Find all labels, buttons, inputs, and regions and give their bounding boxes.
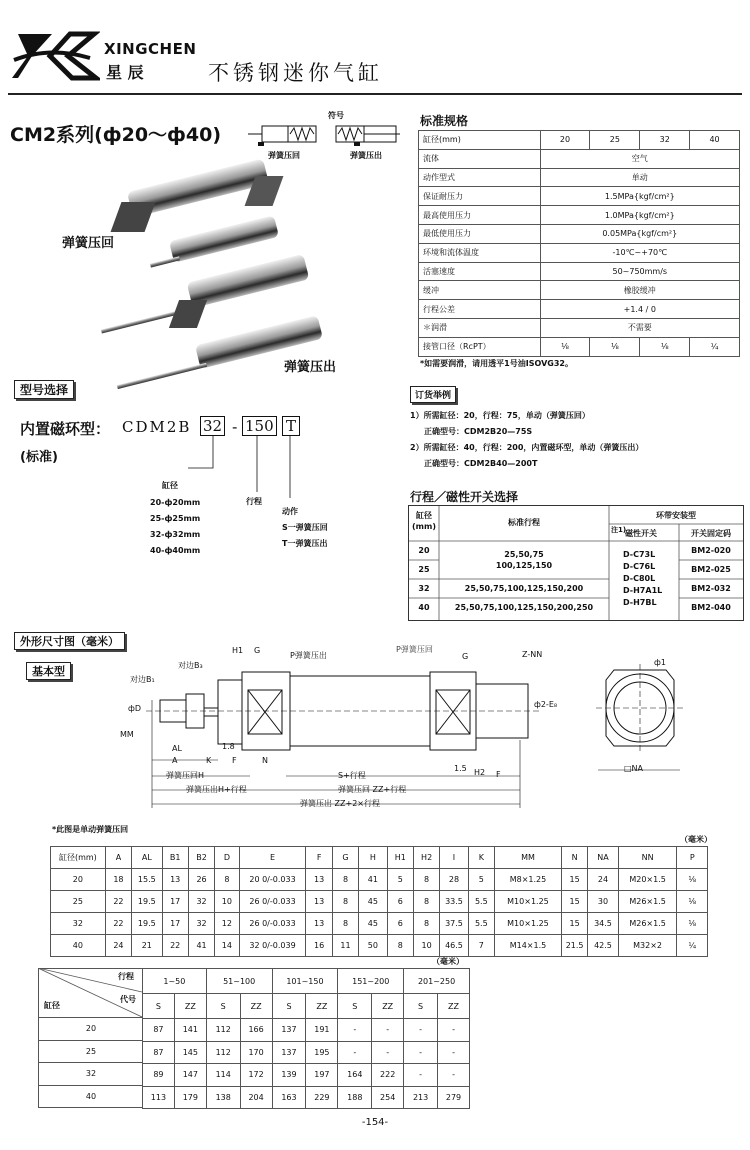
dim-cell: 22 [105, 913, 131, 935]
spec-label: ＊润滑 [419, 318, 541, 337]
dim-cell: 42.5 [588, 935, 618, 957]
stroke-range: 1~50 [143, 969, 207, 994]
spec-value: 1.0MPa{kgf/cm²} [540, 206, 739, 225]
spec-label: 最低使用压力 [419, 224, 541, 243]
dim-cell: 13 [162, 869, 188, 891]
dim-cell: 22 [162, 935, 188, 957]
dim-cell: 21.5 [561, 935, 587, 957]
switch-bore-cell: 25 [418, 565, 430, 574]
dim-cell: 24 [588, 869, 618, 891]
spec-label: 活塞速度 [419, 262, 541, 281]
stroke-cell: - [404, 1041, 438, 1064]
dim-header-cell: D [215, 847, 239, 869]
stroke-cell: 114 [206, 1064, 240, 1087]
stroke-bore-cell: 25 [39, 1040, 143, 1063]
stroke-cell: 197 [306, 1064, 338, 1087]
dim-cell: 41 [188, 935, 214, 957]
dim-cell: 28 [440, 869, 468, 891]
stroke-cell: - [338, 1041, 372, 1064]
dim-cell: 8 [332, 869, 358, 891]
spec-value: 1.5MPa{kgf/cm²} [540, 187, 739, 206]
model-title: 型号选择 [14, 380, 74, 399]
page-number: -154- [361, 1117, 389, 1128]
stroke-cell: 279 [438, 1086, 470, 1109]
spec-label: 接管口径（RcPT） [419, 337, 541, 356]
spec-value: 50~750mm/s [540, 262, 739, 281]
bore-option: 40-ф40mm [150, 546, 201, 555]
spec-label: 缓冲 [419, 281, 541, 300]
order-line-1: 1）所需缸径：20，行程：75，单动（弹簧压回） [410, 411, 590, 420]
bore-option: 25-ф25mm [150, 514, 201, 523]
dim-cell: 26 [188, 869, 214, 891]
stroke-cell: 112 [206, 1041, 240, 1064]
dim-note: *此图是单动弹簧压回 [52, 825, 129, 834]
symbol-label-return: 弹簧压回 [268, 151, 300, 160]
dim-cell: 8 [332, 891, 358, 913]
dim-header-cell: I [440, 847, 468, 869]
stroke-cell: - [372, 1019, 404, 1042]
dim-cell: 8 [413, 891, 439, 913]
dim-row [51, 891, 708, 913]
dim-cell: 19.5 [132, 891, 162, 913]
spec-title: 标准规格 [420, 114, 469, 128]
stroke-cell: 166 [240, 1019, 272, 1042]
spec-label: 最高使用压力 [419, 206, 541, 225]
dim-cell: 13 [306, 913, 332, 935]
order-line-1b: 正确型号：CDM2B20—75S [424, 427, 533, 436]
dim-header-cell: 缸径(mm) [51, 847, 106, 869]
stroke-bore-column [38, 1017, 143, 1108]
stroke-sub: ZZ [174, 994, 206, 1019]
dim-cell: 13 [306, 891, 332, 913]
drawing-basic: 基本型 [26, 662, 71, 680]
dim-cell: 15.5 [132, 869, 162, 891]
dim-cell: M10×1.25 [495, 891, 562, 913]
dim-cell: 32 [188, 891, 214, 913]
dim-cell: 37.5 [440, 913, 468, 935]
stroke-cell: - [438, 1041, 470, 1064]
dim-cell: M8×1.25 [495, 869, 562, 891]
drawing-label-phi-d: фD [128, 704, 141, 713]
stroke-cell: 113 [143, 1086, 175, 1109]
drawing-label-p-return: P弹簧压回 [396, 645, 433, 654]
switch-col-mount: 环带安装型 [656, 511, 696, 520]
page-header-title: 不锈钢迷你气缸 [208, 61, 383, 85]
switch-model: D-C73L [623, 550, 656, 559]
stroke-cell: 179 [174, 1086, 206, 1109]
stroke-cell: 137 [272, 1041, 306, 1064]
dim-header-cell: MM [495, 847, 562, 869]
dim-cell: 6 [387, 891, 413, 913]
dim-cell: 7 [468, 935, 494, 957]
series-title: CM2系列(ф20～ф40) [10, 124, 222, 146]
dim-cell: 15 [561, 913, 587, 935]
stroke-range: 51~100 [206, 969, 272, 994]
spec-label: 流体 [419, 149, 541, 168]
stroke-bore-cell: 32 [39, 1062, 143, 1085]
stroke-cell: - [404, 1064, 438, 1087]
drawing-label-f: F [232, 756, 237, 765]
drawing-label-znn: Z-NN [522, 650, 543, 659]
drawing-label-h-return: 弹簧压回H [166, 771, 205, 780]
model-dash: - [232, 418, 238, 436]
dim-cell: 32 [188, 913, 214, 935]
stroke-cell: 139 [272, 1064, 306, 1087]
dim-header-cell: H2 [413, 847, 439, 869]
drawing-label-h-extend: 弹簧压出H+行程 [186, 785, 247, 794]
dim-cell: 20 [51, 869, 106, 891]
stroke-unit: （毫米） [432, 957, 464, 966]
brand-name-en: XINGCHEN [104, 40, 197, 58]
stroke-cell: 188 [338, 1086, 372, 1109]
stroke-cell: 204 [240, 1086, 272, 1109]
dim-cell: 12 [215, 913, 239, 935]
action-t: T一弹簧压出 [282, 539, 328, 548]
stroke-cell: 112 [206, 1019, 240, 1042]
spec-value: ⅛ [590, 337, 640, 356]
dim-cell: 8 [413, 913, 439, 935]
dim-cell: M10×1.25 [495, 913, 562, 935]
spec-value: 空气 [540, 149, 739, 168]
dim-header-cell: P [677, 847, 708, 869]
model-standard: (标准) [20, 450, 58, 465]
stroke-corner-stroke: 行程 [118, 972, 134, 981]
dim-row [51, 869, 708, 891]
drawing-label-h1: H1 [232, 646, 244, 655]
spec-value: -10℃~+70℃ [540, 243, 739, 262]
bore-title: 缸径 [162, 481, 178, 490]
dim-cell: 10 [413, 935, 439, 957]
dim-cell: 17 [162, 913, 188, 935]
dim-cell: 40 [51, 935, 106, 957]
stroke-cell: 145 [174, 1041, 206, 1064]
dim-cell: 34.5 [588, 913, 618, 935]
action-title: 动作 [282, 507, 298, 516]
dim-header-cell: B2 [188, 847, 214, 869]
switch-bore-cell: 32 [418, 584, 430, 593]
switch-col-fix: 开关固定码 [691, 529, 731, 538]
switch-title: 行程／磁性开关选择 [410, 490, 519, 504]
stroke-row [143, 1064, 470, 1087]
dim-cell: 17 [162, 891, 188, 913]
model-stroke-box: 150 [242, 416, 277, 436]
dim-header-cell: A [105, 847, 131, 869]
dim-cell: 50 [359, 935, 387, 957]
photo-label-extend: 弹簧压出 [284, 360, 337, 375]
switch-col-stroke: 标准行程 [508, 518, 540, 527]
stroke-cell: 138 [206, 1086, 240, 1109]
spec-value: ⅛ [540, 337, 590, 356]
dim-header-cell: NA [588, 847, 618, 869]
dim-header-cell: K [468, 847, 494, 869]
dim-cell: 15 [561, 869, 587, 891]
dim-cell: 5 [468, 869, 494, 891]
stroke-sub: ZZ [372, 994, 404, 1019]
spec-label: 保证耐压力 [419, 187, 541, 206]
dim-row [51, 913, 708, 935]
spec-header-cell: 32 [640, 131, 690, 150]
drawing-label-g2: G [462, 652, 469, 661]
symbol-label: 符号 [328, 111, 344, 120]
dim-header-row [51, 847, 708, 869]
stroke-row [143, 1019, 470, 1042]
switch-fix-code: BM2-025 [691, 565, 731, 574]
drawing-title: 外形尺寸图（毫米） [14, 632, 125, 650]
drawing-label-al: AL [172, 744, 182, 753]
dim-cell: 20 0/-0.033 [239, 869, 306, 891]
spec-value: 单动 [540, 168, 739, 187]
dim-header-cell: G [332, 847, 358, 869]
switch-fix-code: BM2-020 [691, 546, 731, 555]
dim-cell: 25 [51, 891, 106, 913]
stroke-cell: 229 [306, 1086, 338, 1109]
spec-header-cell: 40 [690, 131, 740, 150]
dim-cell: 22 [105, 891, 131, 913]
stroke-cell: - [372, 1041, 404, 1064]
stroke-cell: 164 [338, 1064, 372, 1087]
switch-model: D-H7A1L [623, 586, 663, 595]
dim-cell: 33.5 [440, 891, 468, 913]
spec-header-cell: 20 [540, 131, 590, 150]
dim-unit: （毫米） [680, 835, 712, 844]
dim-cell: 19.5 [132, 913, 162, 935]
switch-model: D-H7BL [623, 598, 657, 607]
spec-label: 行程公差 [419, 300, 541, 319]
switch-strokes-a: 25,50,75 [504, 550, 544, 559]
stroke-cell: - [438, 1064, 470, 1087]
stroke-range: 151~200 [338, 969, 404, 994]
order-line-2b: 正确型号：CDM2B40—200T [424, 459, 538, 468]
switch-bore-cell: 20 [418, 546, 430, 555]
model-bore-box: 32 [200, 416, 225, 436]
dim-cell: 26 0/-0.033 [239, 891, 306, 913]
drawing-label-b3: 对边B₃ [178, 661, 203, 670]
dim-cell: 32 0/-0.039 [239, 935, 306, 957]
switch-fix-code: BM2-040 [691, 603, 731, 612]
switch-strokes-32: 25,50,75,100,125,150,200 [464, 584, 584, 593]
drawing-label-a: A [172, 756, 178, 765]
dim-header-cell: H [359, 847, 387, 869]
dim-cell: 8 [413, 869, 439, 891]
stroke-cell: 147 [174, 1064, 206, 1087]
stroke-cell: - [404, 1019, 438, 1042]
dim-cell: 5.5 [468, 891, 494, 913]
stroke-row [143, 1041, 470, 1064]
model-label: 内置磁环型： [20, 420, 111, 438]
dim-cell: 11 [332, 935, 358, 957]
dim-cell: M26×1.5 [618, 913, 677, 935]
model-code: CDM2B [122, 418, 192, 436]
dim-header-cell: F [306, 847, 332, 869]
drawing-label-f2: F [496, 770, 501, 779]
action-s: S一弹簧压回 [282, 523, 328, 532]
drawing-label-g: G [254, 646, 261, 655]
dim-cell: ⅛ [677, 891, 708, 913]
dim-cell: 14 [215, 935, 239, 957]
stroke-sub: ZZ [240, 994, 272, 1019]
dim-cell: M26×1.5 [618, 891, 677, 913]
stroke-cell: - [438, 1019, 470, 1042]
stroke-cell: 213 [404, 1086, 438, 1109]
stroke-corner-border [38, 968, 143, 1018]
drawing-label-b1: 对边B₁ [130, 675, 155, 684]
order-title: 订货举例 [410, 386, 456, 403]
stroke-cell: 87 [143, 1041, 175, 1064]
dim-header-cell: E [239, 847, 306, 869]
dim-cell: 41 [359, 869, 387, 891]
spec-value: ¼ [690, 337, 740, 356]
stroke-sub-row [143, 994, 470, 1019]
stroke-sub: ZZ [438, 994, 470, 1019]
switch-model: D-C76L [623, 562, 656, 571]
spec-header-cell: 25 [590, 131, 640, 150]
dim-header-cell: H1 [387, 847, 413, 869]
dim-cell: 15 [561, 891, 587, 913]
dim-cell: 8 [387, 935, 413, 957]
stroke-cell: 163 [272, 1086, 306, 1109]
drawing-label-i: ф1 [654, 658, 666, 667]
stroke-sub: S [404, 994, 438, 1019]
switch-col-switch: 磁性开关 [625, 529, 657, 538]
stroke-corner-bore: 缸径 [44, 1001, 60, 1010]
stroke-table [142, 968, 470, 1109]
bore-option: 20-ф20mm [150, 498, 201, 507]
spec-value: +1.4 / 0 [540, 300, 739, 319]
stroke-cell: 89 [143, 1064, 175, 1087]
drawing-label-p-extend: P弹簧压出 [290, 651, 327, 660]
dim-cell: 10 [215, 891, 239, 913]
dim-cell: 32 [51, 913, 106, 935]
dim-cell: 18 [105, 869, 131, 891]
drawing-label-1-5: 1.5 [454, 764, 467, 773]
stroke-title: 行程 [246, 497, 262, 506]
drawing-label-1-8: 1.8 [222, 742, 235, 751]
dim-cell: 16 [306, 935, 332, 957]
drawing-label-phi-e: ф2-E₈ [534, 700, 558, 709]
dim-cell: 30 [588, 891, 618, 913]
dim-row [51, 935, 708, 957]
stroke-sub: S [206, 994, 240, 1019]
dim-cell: 13 [306, 869, 332, 891]
stroke-cell: 141 [174, 1019, 206, 1042]
dim-cell: 46.5 [440, 935, 468, 957]
switch-strokes-b: 100,125,150 [495, 561, 553, 570]
switch-strokes-40: 25,50,75,100,125,150,200,250 [454, 603, 594, 612]
stroke-sub: ZZ [306, 994, 338, 1019]
dim-cell: ⅛ [677, 913, 708, 935]
dim-table [50, 846, 708, 957]
spec-label: 动作型式 [419, 168, 541, 187]
dim-cell: 24 [105, 935, 131, 957]
dim-cell: M20×1.5 [618, 869, 677, 891]
drawing-label-k: K [206, 756, 212, 765]
stroke-range: 201~250 [404, 969, 470, 994]
switch-col-note: 注1) [611, 526, 627, 534]
switch-fix-code: BM2-032 [691, 584, 731, 593]
dim-cell: 21 [132, 935, 162, 957]
spec-value: 橡胶缓冲 [540, 281, 739, 300]
dim-cell: 45 [359, 891, 387, 913]
drawing-label-n: N [262, 756, 268, 765]
dim-header-cell: B1 [162, 847, 188, 869]
dim-cell: ⅛ [677, 869, 708, 891]
stroke-cell: 222 [372, 1064, 404, 1087]
dim-cell: 8 [332, 913, 358, 935]
order-line-2: 2）所需缸径：40，行程：200，内置磁环型，单动（弹簧压出） [410, 443, 644, 452]
dim-cell: 26 0/-0.033 [239, 913, 306, 935]
stroke-corner-code: 代号 [120, 995, 136, 1004]
stroke-sub: S [338, 994, 372, 1019]
switch-model: D-C80L [623, 574, 656, 583]
dim-cell: M14×1.5 [495, 935, 562, 957]
spec-header-bore: 缸径(mm) [419, 131, 541, 150]
stroke-bore-cell: 40 [39, 1085, 143, 1108]
stroke-cell: 254 [372, 1086, 404, 1109]
drawing-label-zz: 弹簧压回 ZZ+行程 [338, 785, 407, 794]
dim-cell: 6 [387, 913, 413, 935]
stroke-bore-cell: 20 [39, 1017, 143, 1040]
dim-cell: M32×2 [618, 935, 677, 957]
stroke-row [143, 1086, 470, 1109]
dim-header-cell: AL [132, 847, 162, 869]
spec-label: 环境和流体温度 [419, 243, 541, 262]
stroke-range-row [143, 969, 470, 994]
drawing-label-na: □NA [624, 764, 644, 773]
drawing-label-zz2: 弹簧压出 ZZ+2×行程 [300, 799, 380, 808]
dim-header-cell: N [561, 847, 587, 869]
stroke-sub: S [143, 994, 175, 1019]
spec-value: 不需要 [540, 318, 739, 337]
stroke-range: 101~150 [272, 969, 338, 994]
stroke-cell: 170 [240, 1041, 272, 1064]
drawing-label-h2: H2 [474, 768, 486, 777]
dim-cell: ¼ [677, 935, 708, 957]
stroke-cell: 172 [240, 1064, 272, 1087]
dim-header-cell: NN [618, 847, 677, 869]
stroke-cell: 191 [306, 1019, 338, 1042]
spec-value: ⅛ [640, 337, 690, 356]
spec-value: 0.05MPa{kgf/cm²} [540, 224, 739, 243]
switch-bore-cell: 40 [418, 603, 430, 612]
drawing-label-s-stroke: S+行程 [338, 771, 366, 780]
symbol-label-extend: 弹簧压出 [350, 151, 382, 160]
stroke-cell: 137 [272, 1019, 306, 1042]
photo-label-return: 弹簧压回 [62, 236, 115, 251]
stroke-cell: 195 [306, 1041, 338, 1064]
dim-cell: 45 [359, 913, 387, 935]
brand-name-cn: 星 辰 [106, 63, 144, 82]
stroke-sub: S [272, 994, 306, 1019]
switch-col-bore: 缸径 (mm) [412, 511, 436, 531]
model-type-box: T [282, 416, 300, 436]
spec-note: *如需要润滑，请用透平1号油ISOVG32。 [420, 359, 573, 368]
dim-cell: 5 [387, 869, 413, 891]
dim-cell: 8 [215, 869, 239, 891]
bore-option: 32-ф32mm [150, 530, 201, 539]
drawing-label-mm: MM [120, 730, 134, 739]
stroke-cell: - [338, 1019, 372, 1042]
dim-cell: 5.5 [468, 913, 494, 935]
stroke-cell: 87 [143, 1019, 175, 1042]
